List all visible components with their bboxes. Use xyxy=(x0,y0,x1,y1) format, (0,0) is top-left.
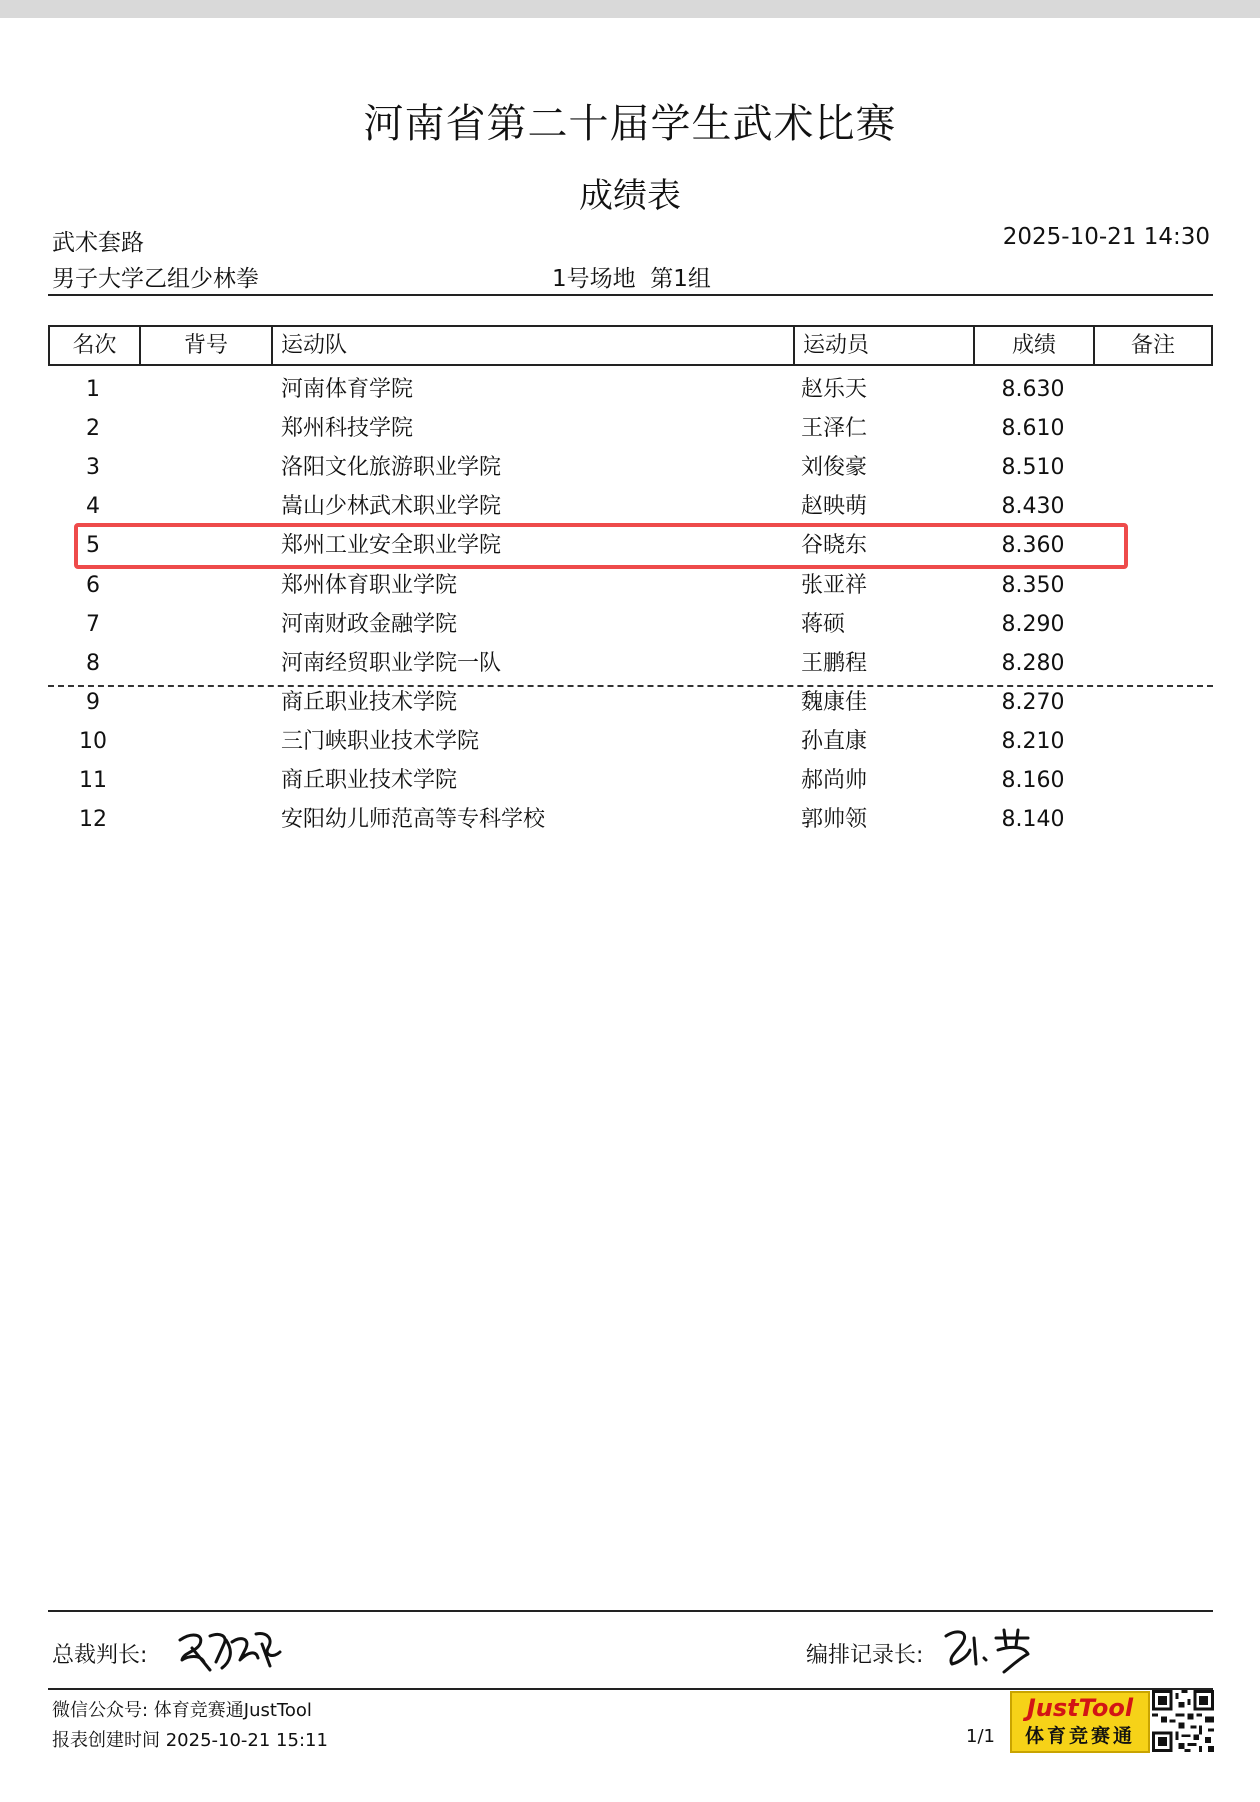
athlete-cell: 孙直康 xyxy=(801,729,868,754)
venue-group-label: 1号场地 第1组 xyxy=(552,266,711,292)
table-row xyxy=(48,487,1213,526)
table-row xyxy=(48,722,1213,761)
event-label: 男子大学乙组少林拳 xyxy=(52,266,259,292)
table-row xyxy=(48,644,1213,683)
athlete-cell: 谷晓东 xyxy=(801,533,868,558)
team-cell: 三门峡职业技术学院 xyxy=(281,729,480,754)
team-cell: 安阳幼儿师范高等专科学校 xyxy=(281,807,546,832)
datetime-label: 2025-10-21 14:30 xyxy=(1002,224,1210,250)
athlete-cell: 王鹏程 xyxy=(801,651,868,676)
table-row xyxy=(48,566,1213,605)
athlete-cell: 张亚祥 xyxy=(801,573,868,598)
table-header xyxy=(48,325,1213,366)
page-number: 1/1 xyxy=(966,1726,995,1747)
category-label: 武术套路 xyxy=(52,230,144,256)
rank-cell: 2 xyxy=(86,416,100,441)
col-rank: 名次 xyxy=(50,327,141,364)
athlete-cell: 王泽仁 xyxy=(801,416,868,441)
team-cell: 郑州科技学院 xyxy=(281,416,414,441)
score-cell: 8.280 xyxy=(1001,651,1065,676)
table-row xyxy=(48,800,1213,839)
rank-cell: 11 xyxy=(79,768,107,793)
score-cell: 8.510 xyxy=(1001,455,1065,480)
page-title: 河南省第二十届学生武术比赛 xyxy=(363,101,897,147)
chief-judge-signature xyxy=(170,1622,290,1678)
score-cell: 8.350 xyxy=(1001,573,1065,598)
logo-cn-text: 体育竞赛通 xyxy=(1024,1725,1135,1747)
team-cell: 河南体育学院 xyxy=(281,377,414,402)
wechat-account-text: 微信公众号: 体育竞赛通JustTool xyxy=(52,1700,312,1721)
score-cell: 8.610 xyxy=(1001,416,1065,441)
score-cell: 8.160 xyxy=(1001,768,1065,793)
rank-cell: 10 xyxy=(79,729,107,754)
team-cell: 商丘职业技术学院 xyxy=(281,768,458,793)
rank-cell: 7 xyxy=(86,612,100,637)
table-row xyxy=(48,448,1213,487)
rank-cell: 8 xyxy=(86,651,100,676)
athlete-cell: 郭帅领 xyxy=(801,807,868,832)
records-chief-label: 编排记录长: xyxy=(806,1643,924,1668)
team-cell: 河南经贸职业学院一队 xyxy=(281,651,502,676)
qualification-cutoff-line xyxy=(48,685,1213,687)
score-cell: 8.210 xyxy=(1001,729,1065,754)
table-row xyxy=(48,683,1213,722)
qr-code-icon xyxy=(1152,1690,1214,1752)
team-cell: 洛阳文化旅游职业学院 xyxy=(281,455,502,480)
athlete-cell: 赵乐天 xyxy=(801,377,868,402)
score-cell: 8.140 xyxy=(1001,807,1065,832)
footer-top-divider xyxy=(48,1610,1213,1612)
score-cell: 8.630 xyxy=(1001,377,1065,402)
rank-cell: 3 xyxy=(86,455,100,480)
table-row xyxy=(48,409,1213,448)
chief-judge-label: 总裁判长: xyxy=(52,1643,148,1668)
athlete-cell: 郝尚帅 xyxy=(801,768,868,793)
team-cell: 河南财政金融学院 xyxy=(281,612,458,637)
athlete-cell: 赵映萌 xyxy=(801,494,868,519)
table-row xyxy=(48,605,1213,644)
score-cell: 8.290 xyxy=(1001,612,1065,637)
rank-cell: 6 xyxy=(86,573,100,598)
col-remark: 备注 xyxy=(1130,333,1175,358)
athlete-cell: 刘俊豪 xyxy=(801,455,868,480)
rank-cell: 4 xyxy=(86,494,100,519)
logo-brand-text: JustTool xyxy=(1026,1694,1134,1722)
rank-cell: 1 xyxy=(86,377,100,402)
report-created-time: 报表创建时间 2025-10-21 15:11 xyxy=(52,1730,328,1751)
top-scroll-bar xyxy=(0,0,1260,18)
col-bib: 背号 xyxy=(141,327,273,364)
team-cell: 郑州工业安全职业学院 xyxy=(281,533,502,558)
team-cell: 嵩山少林武术职业学院 xyxy=(281,494,502,519)
header-divider xyxy=(48,294,1213,296)
score-cell: 8.430 xyxy=(1001,494,1065,519)
table-row xyxy=(48,370,1213,409)
page-subtitle: 成绩表 xyxy=(579,176,681,216)
table-row xyxy=(48,761,1213,800)
rank-cell: 12 xyxy=(79,807,107,832)
team-cell: 郑州体育职业学院 xyxy=(281,573,458,598)
col-team: 运动队 xyxy=(273,327,795,364)
records-chief-signature xyxy=(940,1622,1040,1678)
athlete-cell: 魏康佳 xyxy=(801,690,868,715)
col-athlete: 运动员 xyxy=(795,327,975,364)
rank-cell: 5 xyxy=(86,533,100,558)
score-cell: 8.270 xyxy=(1001,690,1065,715)
row-highlight-box xyxy=(74,523,1128,569)
athlete-cell: 蒋硕 xyxy=(801,612,846,637)
col-score: 成绩 xyxy=(975,327,1095,364)
footer-bottom-divider xyxy=(48,1688,1213,1690)
team-cell: 商丘职业技术学院 xyxy=(281,690,458,715)
justtool-logo xyxy=(1010,1691,1150,1753)
rank-cell: 9 xyxy=(86,690,100,715)
score-cell: 8.360 xyxy=(1001,533,1065,558)
